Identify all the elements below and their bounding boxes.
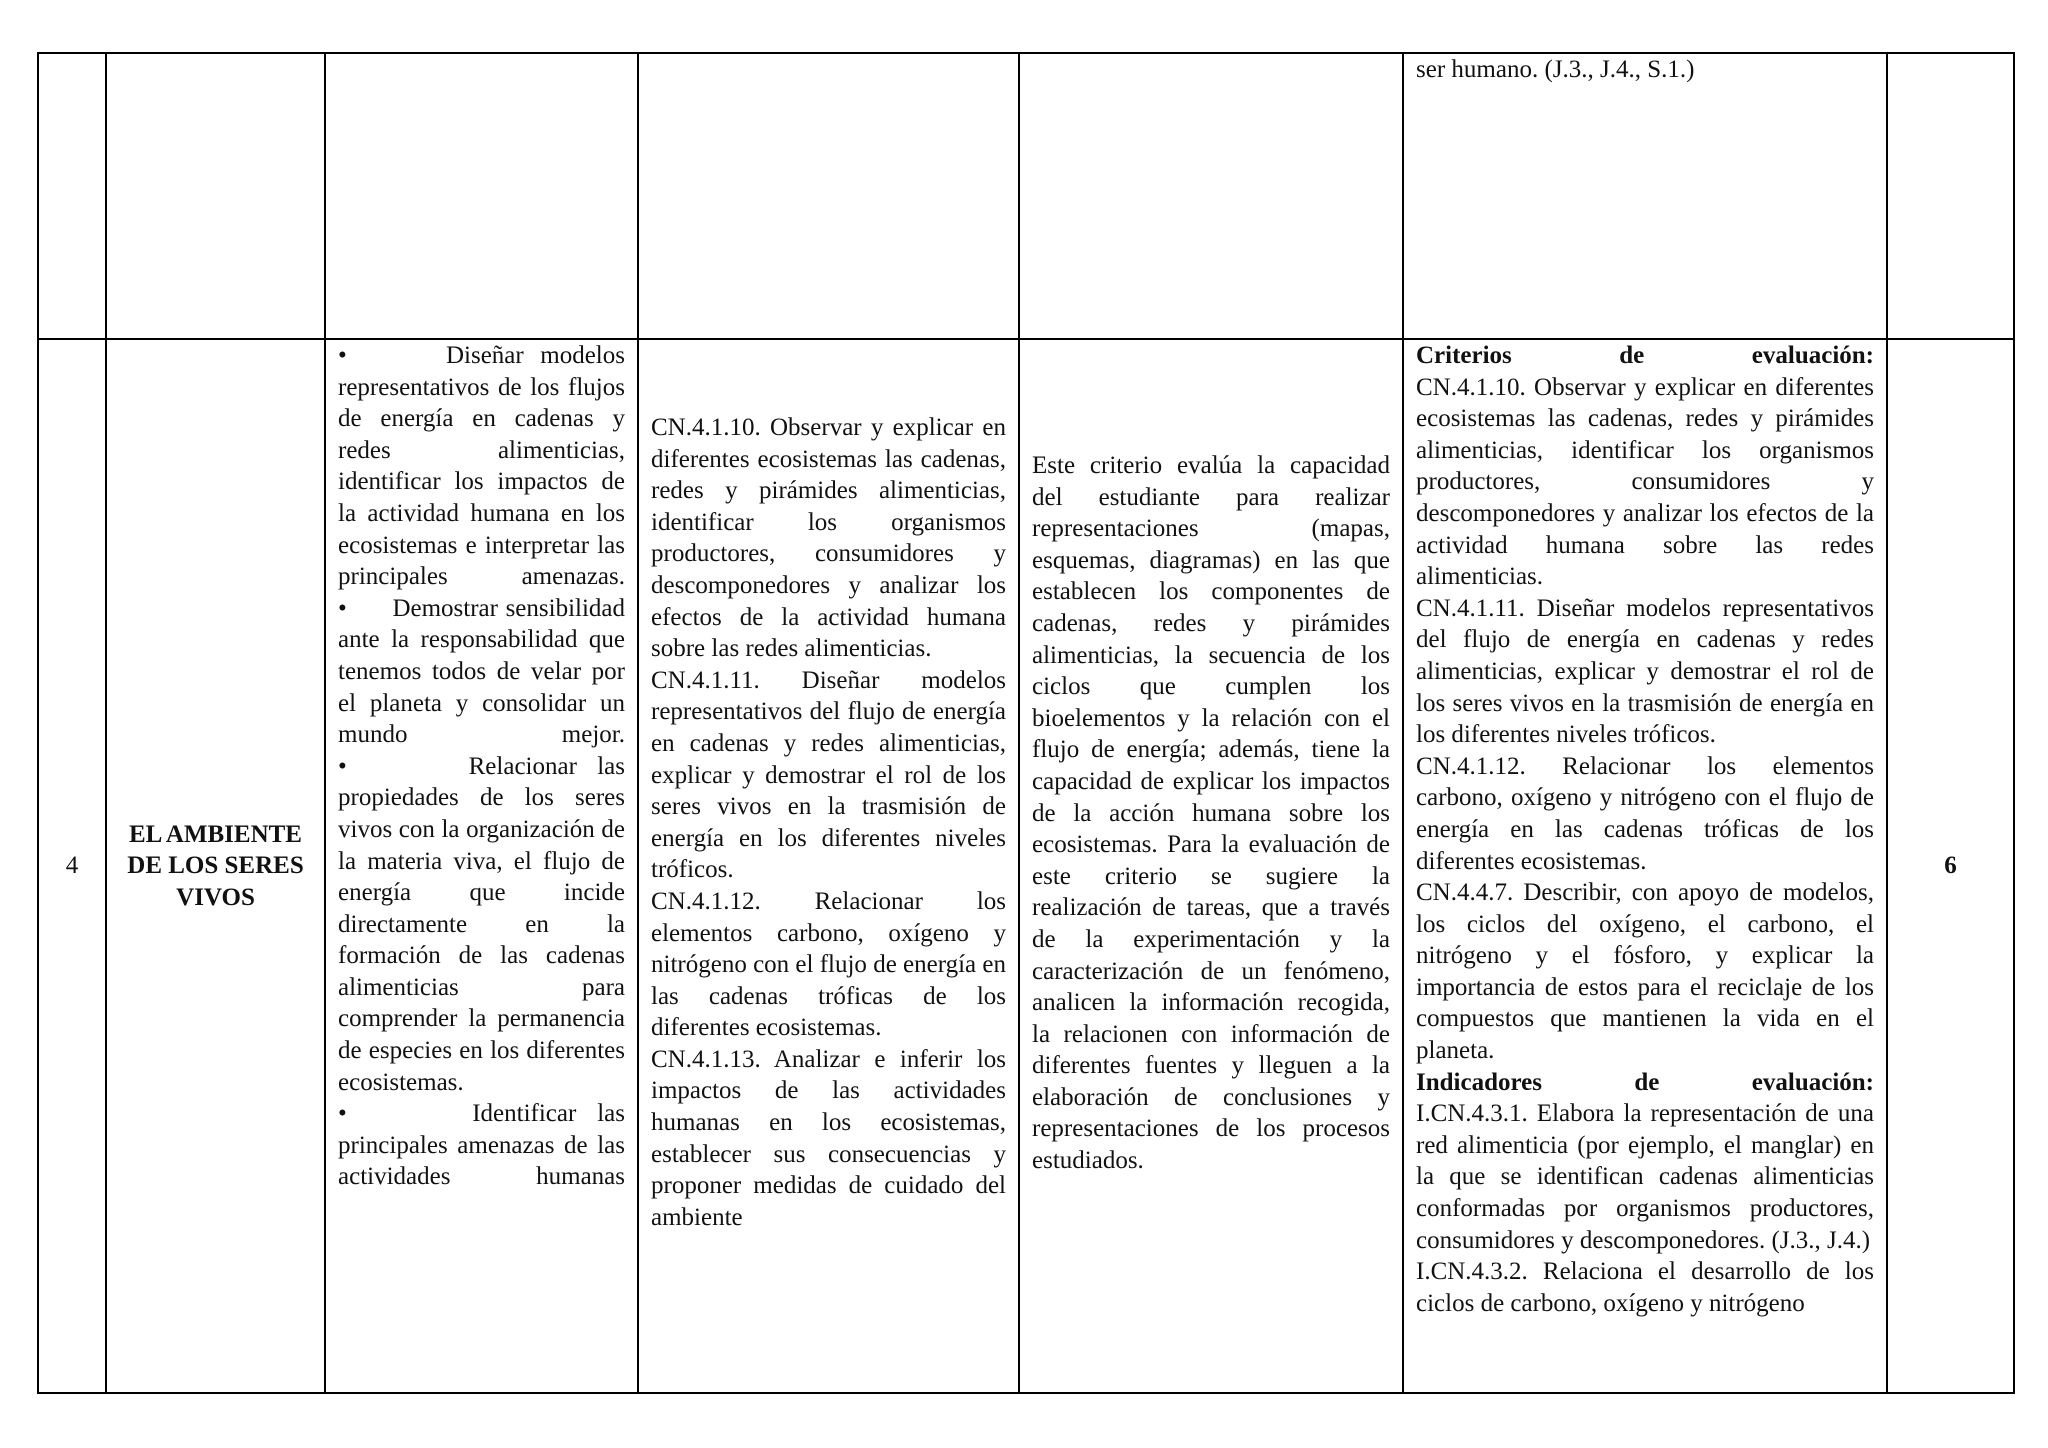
criterion-item: CN.4.1.12. Relacionar los elementos carbono, oxígeno y nitrógeno con el flujo de energía en las cadenas tróficas de los diferentes ecosistemas. <box>1416 752 1874 875</box>
unit-number: 4 <box>38 339 106 1393</box>
skill-item: CN.4.1.10. Observar y explicar en diferentes ecosistemas las cadenas, redes y pirámides alimenticias, identificar los organismos productores, consumidores y descomponedores y analizar los efectos de la actividad humana sobre las redes alimenticias. <box>651 414 1006 663</box>
cell-prev-objectives <box>325 53 638 339</box>
weeks-count: 6 <box>1887 339 2014 1393</box>
cell-prev-description <box>1019 53 1403 339</box>
unit-title: EL AMBIENTE DE LOS SERES VIVOS <box>106 339 325 1393</box>
criteria-tail-text: ser humano. (J.3., J.4., S.1.) <box>1416 56 1695 83</box>
criteria-heading: Criterios de evaluación: <box>1416 342 1874 369</box>
table-row-previous <box>38 53 2014 339</box>
objective-item: • Demostrar sensibilidad ante la responsabilidad que tenemos todos de velar por el planeta y consolidar un mundo mejor. <box>338 593 625 751</box>
criterion-description-cell <box>1019 339 1403 1393</box>
cell-prev-skills <box>638 53 1019 339</box>
cell-prev-unit <box>106 53 325 339</box>
criterion-item: CN.4.1.11. Diseñar modelos representativos del flujo de energía en cadenas y redes alimenticias, explicar y demostrar el rol de los seres vivos en la trasmisión de energía en los diferentes niveles tróficos. <box>1416 594 1874 749</box>
criterion-description: Este criterio evalúa la capacidad del estudiante para realizar representaciones (mapas, esquemas, diagramas) en las que establecen los componentes de cadenas, redes y pirámides alimenticias, la secuencia de los ciclos que cumplen los bioelementos y la relación con el flujo de energía; además, tiene la capacidad de explicar los impactos de la acción humana sobre los ecosistemas. Para la evaluación de este criterio se sugiere la realización de tareas, que a través de la experimentación y la caracterización de un fenómeno, analicen la información recogida, la relacionen con información de diferentes fuentes y lleguen a la elaboración de conclusiones y representaciones de los procesos estudiados. <box>1032 452 1390 1175</box>
criteria-indicators-cell <box>1403 339 1887 1393</box>
indicator-item: I.CN.4.3.2. Relaciona el desarrollo de los ciclos de carbono, oxígeno y nitrógeno <box>1416 1258 1874 1317</box>
criterion-item: CN.4.4.7. Describir, con apoyo de modelos, los ciclos del oxígeno, el carbono, el nitrógeno y el fósforo, y explicar la importancia de estos para el reciclaje de los compuestos que mantienen la vida en el planeta. <box>1416 879 1874 1065</box>
curriculum-plan-table <box>37 52 2015 1394</box>
skill-item: CN.4.1.12. Relacionar los elementos carbono, oxígeno y nitrógeno con el flujo de energía en las cadenas tróficas de los diferentes ecosistemas. <box>651 887 1006 1042</box>
objective-item: • Identificar las principales amenazas de las actividades humanas <box>338 1098 625 1193</box>
objectives-cell <box>325 339 638 1393</box>
skill-item: CN.4.1.11. Diseñar modelos representativos del flujo de energía en cadenas y redes alimenticias, explicar y demostrar el rol de los seres vivos en la trasmisión de energía en los diferentes niveles tróficos. <box>651 666 1006 884</box>
objective-item: • Diseñar modelos representativos de los flujos de energía en cadenas y redes alimenticias, identificar los impactos de la actividad humana en los ecosistemas e interpretar las principales amenazas. <box>338 340 625 593</box>
objective-item: • Relacionar las propiedades de los seres vivos con la organización de la materia viva, el flujo de energía que incide directamente en la formación de las cadenas alimenticias para comprender la permanencia de especies en los diferentes ecosistemas. <box>338 751 625 1099</box>
document-page <box>37 52 2013 1394</box>
criterion-item: CN.4.1.10. Observar y explicar en diferentes ecosistemas las cadenas, redes y pirámides alimenticias, identificar los organismos productores, consumidores y descomponedores y analizar los efectos de la actividad humana sobre las redes alimenticias. <box>1416 373 1874 591</box>
indicator-item: I.CN.4.3.1. Elabora la representación de una red alimenticia (por ejemplo, el manglar) en la que se identifican cadenas alimenticias conformadas por organismos productores, consumidores y descomponedores. (J.3., J.4.) <box>1416 1100 1874 1254</box>
cell-prev-number <box>38 53 106 339</box>
table-row-unit-4 <box>38 339 2014 1393</box>
cell-prev-criteria <box>1403 53 1887 339</box>
skill-item: CN.4.1.13. Analizar e inferir los impactos de las actividades humanas en los ecosistemas, establecer sus consecuencias y proponer medidas de cuidado del ambiente <box>651 1045 1006 1231</box>
cell-prev-weeks <box>1887 53 2014 339</box>
indicators-heading: Indicadores de evaluación: <box>1416 1068 1874 1096</box>
skills-cell <box>638 339 1019 1393</box>
